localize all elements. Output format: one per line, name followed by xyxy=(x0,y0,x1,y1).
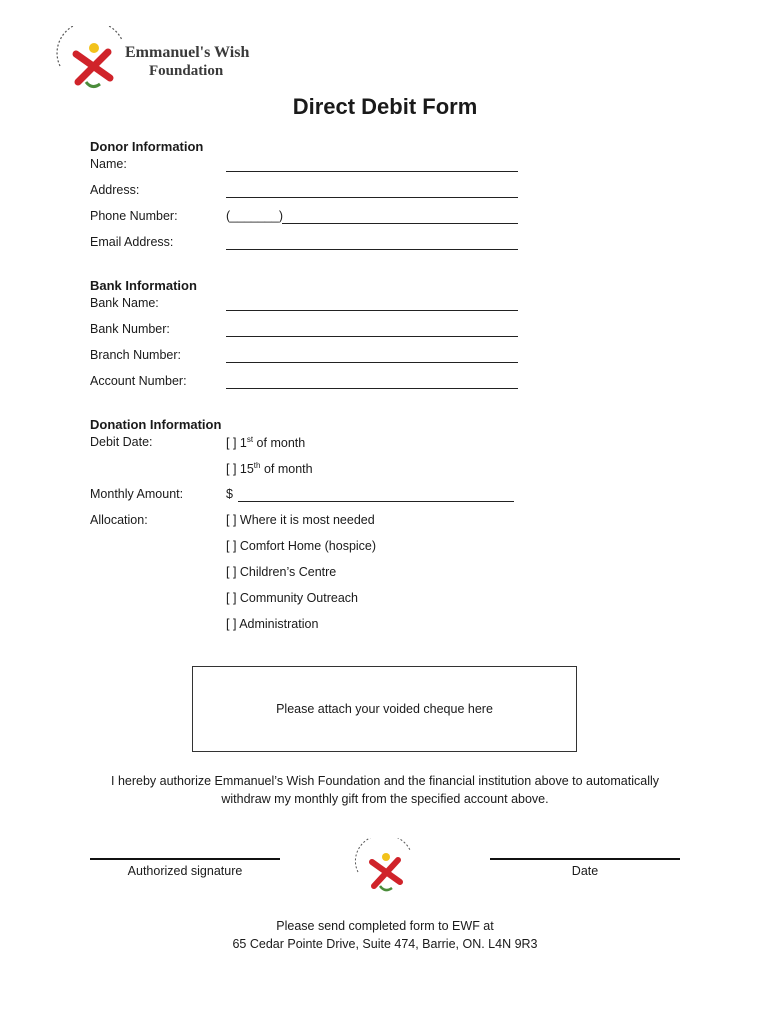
allocation-option[interactable]: [ ] Administration xyxy=(226,617,319,631)
authorization-text xyxy=(90,772,680,808)
voided-cheque-text: Please attach your voided cheque here xyxy=(276,702,493,716)
bank-number-label: Bank Number: xyxy=(90,322,170,336)
date-line[interactable] xyxy=(490,858,680,860)
allocation-option[interactable]: [ ] Comfort Home (hospice) xyxy=(226,539,377,553)
bank-number-field[interactable] xyxy=(226,336,518,337)
debit-option-1st-suffix: of month xyxy=(253,436,306,451)
allocation-option[interactable]: [ ] Community Outreach xyxy=(226,591,358,605)
account-number-field[interactable] xyxy=(226,388,518,389)
name-label: Name: xyxy=(90,157,127,171)
phone-field[interactable] xyxy=(282,223,518,224)
date-label: Date xyxy=(571,864,599,878)
bank-name-field[interactable] xyxy=(226,310,518,311)
org-name-line2: Foundation xyxy=(149,63,224,79)
debit-option-1st-prefix: [ ] 1 xyxy=(226,436,247,451)
name-field[interactable] xyxy=(226,171,518,172)
branch-number-label: Branch Number: xyxy=(90,348,182,362)
address-label: Address: xyxy=(90,183,140,197)
allocation-option[interactable]: [ ] Children’s Centre xyxy=(226,565,337,579)
logo-figure-icon xyxy=(352,838,418,900)
footer-line2: 65 Cedar Pointe Drive, Suite 474, Barrie, ON. L4N 9R3 xyxy=(232,937,538,951)
email-field[interactable] xyxy=(226,249,518,250)
monthly-amount-label: Monthly Amount: xyxy=(90,487,184,501)
footer-logo xyxy=(352,838,418,900)
page-title: Direct Debit Form xyxy=(292,94,478,119)
authorization-line2: withdraw my monthly gift from the specified account above. xyxy=(221,792,549,806)
phone-area-code[interactable]: (_______) xyxy=(226,209,283,223)
authorization-line1: I hereby authorize Emmanuel’s Wish Foundation and the financial institution above to automatically xyxy=(111,774,659,788)
bank-heading: Bank Information xyxy=(90,278,197,293)
donor-heading: Donor Information xyxy=(90,139,204,154)
address-field[interactable] xyxy=(226,197,518,198)
debit-option-15th-prefix: [ ] 15 xyxy=(226,462,254,477)
signature-line[interactable] xyxy=(90,858,280,860)
donation-heading: Donation Information xyxy=(90,417,222,432)
logo-figure-icon xyxy=(52,26,132,98)
voided-cheque-box xyxy=(192,666,577,752)
debit-option-15th-suffix: of month xyxy=(260,462,313,477)
branch-number-field[interactable] xyxy=(226,362,518,363)
debit-option-15th[interactable] xyxy=(226,461,313,476)
allocation-label: Allocation: xyxy=(90,513,148,527)
account-number-label: Account Number: xyxy=(90,374,187,388)
footer-line1: Please send completed form to EWF at xyxy=(276,919,494,933)
footer-address xyxy=(0,917,770,953)
debit-date-label: Debit Date: xyxy=(90,435,153,449)
debit-option-15th-sup: th xyxy=(253,461,261,470)
bank-name-label: Bank Name: xyxy=(90,296,159,310)
signature-label: Authorized signature xyxy=(127,864,243,878)
allocation-option[interactable]: [ ] Where it is most needed xyxy=(226,513,375,527)
org-name-line1: Emmanuel's Wish xyxy=(125,44,250,61)
currency-symbol: $ xyxy=(226,487,233,501)
phone-label: Phone Number: xyxy=(90,209,178,223)
email-label: Email Address: xyxy=(90,235,174,249)
monthly-amount-field[interactable] xyxy=(238,501,514,502)
debit-option-1st-sup: st xyxy=(246,435,254,444)
org-name xyxy=(125,44,249,80)
debit-option-1st[interactable] xyxy=(226,435,305,450)
